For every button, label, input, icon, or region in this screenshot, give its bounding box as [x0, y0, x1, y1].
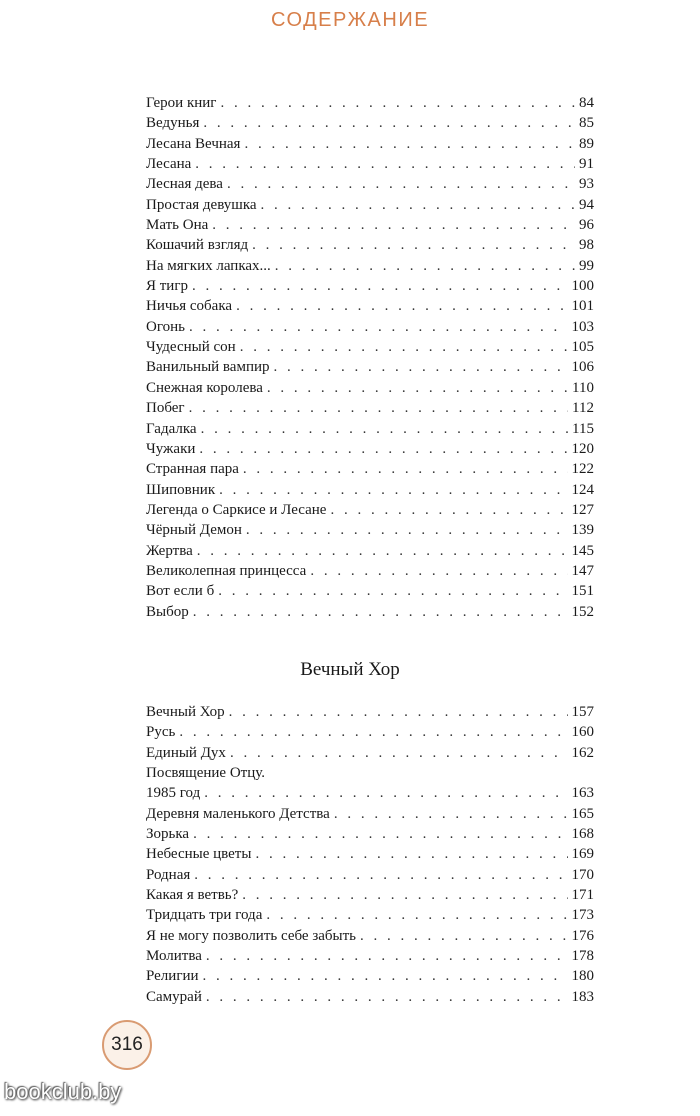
dot-leader	[267, 378, 568, 398]
toc-entry-page: 157	[571, 704, 594, 720]
dot-leader	[243, 459, 568, 479]
toc-entry-title: Ничья собака	[146, 298, 233, 315]
toc-entry-title: Я тигр	[146, 278, 188, 295]
dot-leader	[218, 581, 567, 601]
toc-entry-page: 180	[571, 968, 594, 985]
toc-entry	[146, 154, 594, 174]
toc-entry-page: 152	[571, 603, 594, 620]
page-header-title: СОДЕРЖАНИЕ	[270, 9, 430, 31]
toc-entry-title: Гадалка	[146, 420, 197, 437]
toc-entry-title: Побег	[146, 400, 185, 417]
toc-entry-title: Вечный Хор	[146, 704, 225, 720]
toc-entry-page: 183	[571, 988, 594, 1005]
toc-entry-page: 171	[571, 887, 594, 904]
toc-entry-page: 170	[571, 866, 594, 883]
toc-entry-page: 165	[571, 805, 594, 822]
toc-entry	[146, 702, 594, 722]
dot-leader	[212, 215, 575, 235]
toc-entry	[146, 256, 594, 276]
toc-entry-title: Я не могу позволить себе забыть	[146, 927, 357, 944]
toc-entry-title: Ванильный вампир	[146, 359, 270, 376]
toc-entry-page: 84	[579, 95, 594, 111]
dot-leader	[192, 276, 568, 296]
toc-entry	[146, 459, 594, 479]
toc-entry-title: Герои книг	[146, 95, 217, 111]
toc-entry-page: 105	[571, 339, 594, 356]
dot-leader	[206, 946, 568, 966]
toc-entry	[146, 804, 594, 824]
toc-entry	[146, 865, 594, 885]
toc-entry-title: Чёрный Демон	[146, 522, 242, 539]
toc-entry	[146, 905, 594, 925]
toc-entry	[146, 520, 594, 540]
toc-entry-page: 139	[571, 522, 594, 539]
toc-entry-title: Чужаки	[146, 440, 196, 457]
toc-entry	[146, 885, 594, 905]
toc-entry-page: 173	[571, 907, 594, 924]
dot-leader	[252, 235, 575, 255]
dot-leader	[274, 357, 568, 377]
dot-leader	[197, 541, 568, 561]
toc-entry-title: Снежная королева	[146, 379, 263, 396]
toc-entry-title: Простая девушка	[146, 196, 257, 213]
toc-entry-page: 93	[579, 176, 594, 193]
dot-leader	[334, 804, 568, 824]
toc-entry	[146, 602, 594, 622]
toc-entry-page: 110	[572, 379, 594, 396]
toc-entry	[146, 926, 594, 946]
toc-entry-page: 99	[579, 257, 594, 274]
toc-entry	[146, 541, 594, 561]
toc-entry-title: Деревня маленького Детства	[146, 805, 330, 822]
toc-entry-title: Религии	[146, 968, 199, 985]
toc-entry	[146, 581, 594, 601]
toc-entry-page: 160	[571, 724, 594, 741]
dot-leader	[275, 256, 575, 276]
dot-leader	[266, 905, 567, 925]
toc-entry	[146, 93, 594, 113]
toc-entry	[146, 235, 594, 255]
toc-entry	[146, 966, 594, 986]
toc-entry-title: Мать Она	[146, 217, 209, 234]
dot-leader	[255, 844, 567, 864]
dot-leader	[189, 317, 568, 337]
toc-entry-title: Выбор	[146, 603, 189, 620]
dot-leader	[330, 500, 567, 520]
toc-entry-title: Небесные цветы	[146, 846, 252, 863]
toc-entry-title: Молитва	[146, 948, 202, 965]
toc-entry-title: Жертва	[146, 542, 193, 559]
toc-entry-title: Легенда о Саркисе и Лесане	[146, 501, 327, 518]
toc-entry	[146, 134, 594, 154]
toc-entry-page: 169	[571, 846, 594, 863]
dot-leader	[179, 722, 567, 742]
toc-entry-title: Странная пара	[146, 461, 239, 478]
toc-entry-page: 103	[571, 318, 594, 335]
toc-entry-title: Родная	[146, 866, 191, 883]
dot-leader	[189, 398, 568, 418]
toc-entry-page: 85	[579, 115, 594, 132]
toc-entry-title: Тридцать три года	[146, 907, 263, 924]
dot-leader	[201, 419, 568, 439]
toc-entry-title: Зорька	[146, 826, 190, 843]
toc-entry	[146, 215, 594, 235]
toc-entry	[146, 743, 594, 763]
toc-entry-page: 94	[579, 196, 594, 213]
toc-entry	[146, 296, 594, 316]
dot-leader	[199, 439, 567, 459]
dot-leader	[240, 337, 568, 357]
dot-leader	[310, 561, 567, 581]
toc-entry	[146, 824, 594, 844]
toc-entry-title: Вот если б	[146, 583, 215, 600]
dot-leader	[236, 296, 567, 316]
toc-entry	[146, 174, 594, 194]
toc-entry-page: 89	[579, 135, 594, 152]
toc-entry	[146, 561, 594, 581]
toc-entry	[146, 398, 594, 418]
toc-entry-page: 163	[571, 785, 594, 802]
toc-entry	[146, 722, 594, 742]
section-heading: Вечный Хор	[300, 659, 400, 680]
dot-leader	[203, 113, 575, 133]
dot-leader	[206, 987, 568, 1007]
page-number-badge	[102, 1020, 152, 1070]
watermark: bookclub.by	[4, 1079, 122, 1104]
toc-entry	[146, 844, 594, 864]
dot-leader	[193, 602, 568, 622]
toc-entry-title: Лесана Вечная	[146, 135, 241, 152]
toc-entry-page: 120	[571, 440, 594, 457]
toc-entry	[146, 378, 594, 398]
dot-leader	[242, 885, 567, 905]
toc-entry-title: Единый Дух	[146, 744, 226, 761]
toc-entry-page: 91	[579, 156, 594, 173]
toc-entry-title: Огонь	[146, 318, 185, 335]
toc-entry-page: 162	[571, 744, 594, 761]
toc-entry-page: 101	[571, 298, 594, 315]
toc-entry-page: 112	[572, 400, 594, 417]
toc-entry-page: 147	[571, 562, 594, 579]
toc-entry-page: 100	[571, 278, 594, 295]
toc-entry-title: Чудесный сон	[146, 339, 236, 356]
dot-leader	[246, 520, 568, 540]
toc-entry-title: Кошачий взгляд	[146, 237, 249, 254]
toc-entry-page: 178	[571, 948, 594, 965]
toc-entry-title: Русь	[146, 724, 176, 741]
toc-entry	[146, 500, 594, 520]
dot-leader	[230, 743, 568, 763]
toc-entry	[146, 357, 594, 377]
toc-entry	[146, 113, 594, 133]
toc-entry	[146, 480, 594, 500]
dot-leader	[229, 702, 568, 722]
toc-entry-page: 176	[571, 927, 594, 944]
toc-entry	[146, 195, 594, 215]
toc-entry-page: 98	[579, 237, 594, 254]
toc-entry	[146, 783, 594, 803]
toc-entry-title: Шиповник	[146, 481, 216, 498]
toc-entry	[146, 439, 594, 459]
dot-leader	[195, 154, 575, 174]
dot-leader	[204, 783, 567, 803]
toc-entry	[146, 763, 594, 783]
toc-entry	[146, 946, 594, 966]
dot-leader	[194, 865, 567, 885]
dot-leader	[219, 480, 567, 500]
toc-entry-page: 115	[572, 420, 594, 437]
toc-entry-title: Какая я ветвь?	[146, 887, 239, 904]
toc-entry-title: На мягких лапках...	[146, 257, 271, 274]
dot-leader	[360, 926, 567, 946]
dot-leader	[244, 134, 575, 154]
toc-entry-page: 122	[571, 461, 594, 478]
toc-entry-page: 145	[571, 542, 594, 559]
page-number: 316	[111, 1034, 143, 1055]
toc-entry-page: 127	[571, 501, 594, 518]
toc-entry-page: 168	[571, 826, 594, 843]
toc-entry-page: 106	[571, 359, 594, 376]
dot-leader	[203, 966, 568, 986]
dot-leader	[261, 195, 575, 215]
dot-leader	[220, 93, 575, 113]
toc-entry	[146, 337, 594, 357]
dot-leader	[193, 824, 567, 844]
toc-entry-page: 96	[579, 217, 594, 234]
toc-entry-title: Лесана	[146, 156, 192, 173]
toc-entry-title: Великолепная принцесса	[146, 562, 307, 579]
toc-entry	[146, 317, 594, 337]
toc-entry	[146, 276, 594, 296]
toc-entry-page: 151	[571, 583, 594, 600]
toc-entry-title: Посвящение Отцу.	[146, 765, 265, 782]
toc-list	[146, 702, 594, 1007]
toc-entry-title: 1985 год	[146, 785, 201, 802]
toc-entry-title: Лесная дева	[146, 176, 223, 193]
toc-list	[146, 93, 594, 622]
toc-entry-page: 124	[571, 481, 594, 498]
toc-entry-title: Ведунья	[146, 115, 200, 132]
dot-leader	[227, 174, 575, 194]
toc-entry	[146, 419, 594, 439]
toc-entry-title: Самурай	[146, 988, 202, 1005]
toc-entry	[146, 987, 594, 1007]
